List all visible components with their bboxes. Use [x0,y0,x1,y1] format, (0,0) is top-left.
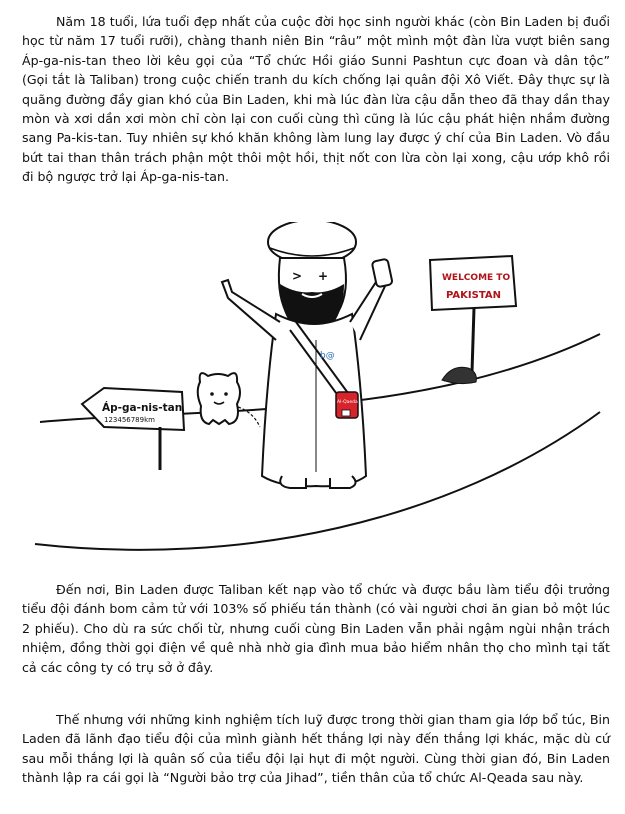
rock-pile-icon [442,367,476,383]
bin-laden-figure [222,222,393,488]
sign-left-distance: 123456789km [104,416,155,424]
dog-icon [198,373,240,424]
paragraph-jihad: Thế nhưng với những kinh nghiệm tích luỹ được trong thời gian tham gia lớp bổ túc, Bin Laden đã lãnh đạo tiểu đội của mình giành hết thắng lợi này đến thắng lợi khác, mặc dù cứ sau mỗi thắng lợi là quân số của tiểu đội lại hụt đi một người. Cùng thời gian đó, Bin Laden thành lập ra cái gọi là “Người bảo trợ của Jihad”, tiền thân của tổ chức Al-Qeada sau này. [22,712,610,786]
sign-left-title: Áp-ga-nis-tan [102,402,183,414]
bag-label: Al-Qaeda [337,400,358,405]
svg-text:b@: b@ [320,351,335,361]
paragraph-intro: Năm 18 tuổi, lứa tuổi đẹp nhất của cuộc đời học sinh người khác (còn Bin Laden bị đuổi học từ năm 17 tuổi rưỡi), chàng thanh niên Bin “râu” một mình một đàn lừa vượt biên sang Áp-ga-nis-tan theo lời kêu gọi của “Tổ chức Hồi giáo Sunni Pashtun cực đoan và dân tộc” (Gọi tắt là Taliban) trong cuộc chiến tranh du kích chống lại quân đội Xô Viết. Đây thực sự là quãng đường đầy gian khó của Bin Laden, khi mà lúc đàn lừa cậu dẫn theo đã thay dần thay mòn và xơi dần xơi mòn chỉ còn lại con cuối cùng thì cũng là lúc cậu phát hiện nhầm đường sang Pa-kis-tan. Tuy nhiên sự khó khăn không làm lung lay được ý chí của Bin Laden. Vò đầu bứt tai than thân trách phận một thôi một hồi, thịt nốt con lừa còn lại xong, cậu ướp khô rồi đi bộ ngược trở lại Áp-ga-nis-tan. [22,14,610,185]
sign-left-afghanistan [82,388,184,470]
sign-right-pakistan [430,256,516,372]
cartoon-illustration [0,222,625,567]
sign-right-line1: WELCOME TO [442,273,511,283]
svg-text:>: > [292,269,303,283]
svg-text:+: + [318,269,329,283]
sign-right-line2: PAKISTAN [446,290,501,301]
paragraph-taliban: Đến nơi, Bin Laden được Taliban kết nạp vào tổ chức và được bầu làm tiểu đội trưởng tiểu đội đánh bom cảm tử với 103% số phiếu tán thành (có vài người chơi ăn gian bỏ một lúc 2 phiếu). Cho dù ra sức chối từ, nhưng cuối cùng Bin Laden vẫn phải ngậm ngùi nhận trách nhiệm, đồng thời gọi điện về quê nhà nhờ gia đình mua bảo hiểm nhân thọ cho mình tại tất cả các công ty có trụ sở ở đây. [22,582,610,675]
